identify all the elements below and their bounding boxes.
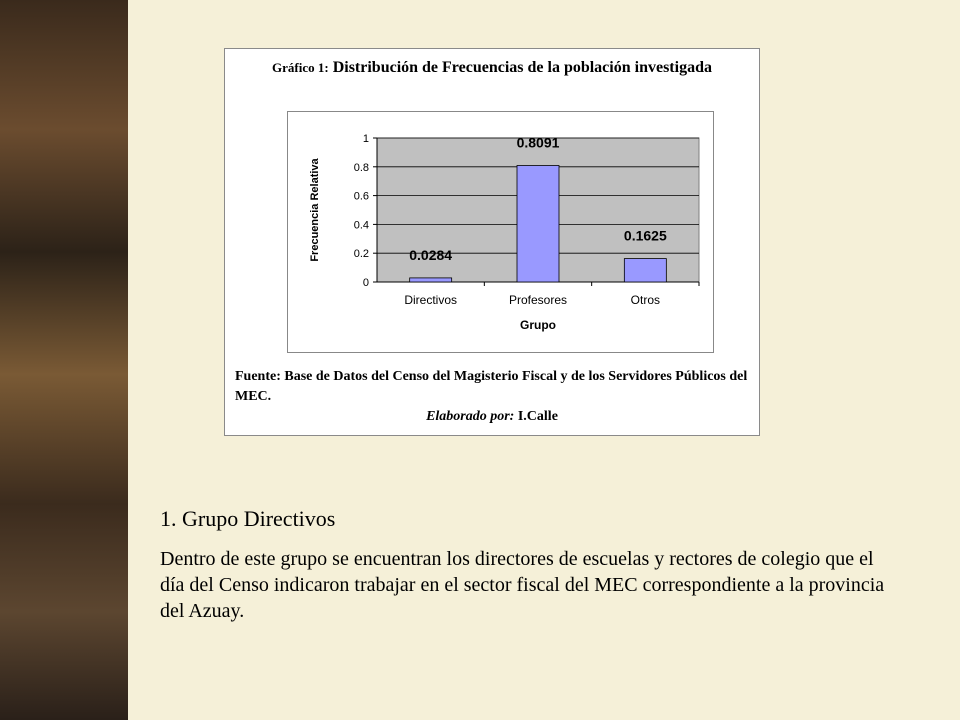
y-tick-label: 0.2 (353, 248, 369, 261)
figure-title-prefix: Gráfico 1: (272, 60, 329, 75)
figure-credit (235, 409, 749, 425)
x-axis-title: Grupo (520, 318, 556, 332)
figure-panel (224, 48, 760, 436)
y-tick-label: 0.6 (353, 190, 369, 203)
figure-title-text: Distribución de Frecuencias de la población investigada (332, 59, 712, 76)
decorative-side-image (0, 0, 128, 720)
section-paragraph: Dentro de este grupo se encuentran los directores de escuelas y rectores de colegio que el día del Censo indicaron trabajar en el sector fiscal del MEC correspondiente a la provincia del Azuay. (160, 548, 885, 622)
y-axis-title: Frecuencia Relativa (309, 158, 321, 262)
y-tick-label: 0.4 (353, 219, 369, 232)
credit-label: Elaborado por: (426, 409, 515, 424)
chart-frame (287, 111, 714, 353)
bar-profesores (517, 165, 559, 282)
x-tick-label: Profesores (508, 293, 568, 307)
section-heading: 1. Grupo Directivos (160, 506, 336, 531)
bar-chart (288, 112, 713, 352)
figure-source: Fuente: Base de Datos del Censo del Magisterio Fiscal y de los Servidores Públicos del MEC. (235, 369, 748, 404)
y-tick-label: 0 (362, 277, 369, 289)
y-tick-label: 1 (362, 133, 369, 145)
figure-title (235, 57, 749, 79)
bar-value-label: 0.1625 (623, 227, 667, 244)
y-tick-label: 0.8 (353, 161, 369, 174)
bar-value-label: 0.8091 (516, 134, 560, 151)
bar-directivos (410, 278, 452, 282)
bar-otros (624, 259, 666, 282)
x-tick-label: Directivos (404, 293, 458, 307)
bar-value-label: 0.0284 (409, 246, 453, 263)
x-tick-label: Otros (630, 293, 661, 307)
credit-name: I.Calle (517, 409, 558, 424)
